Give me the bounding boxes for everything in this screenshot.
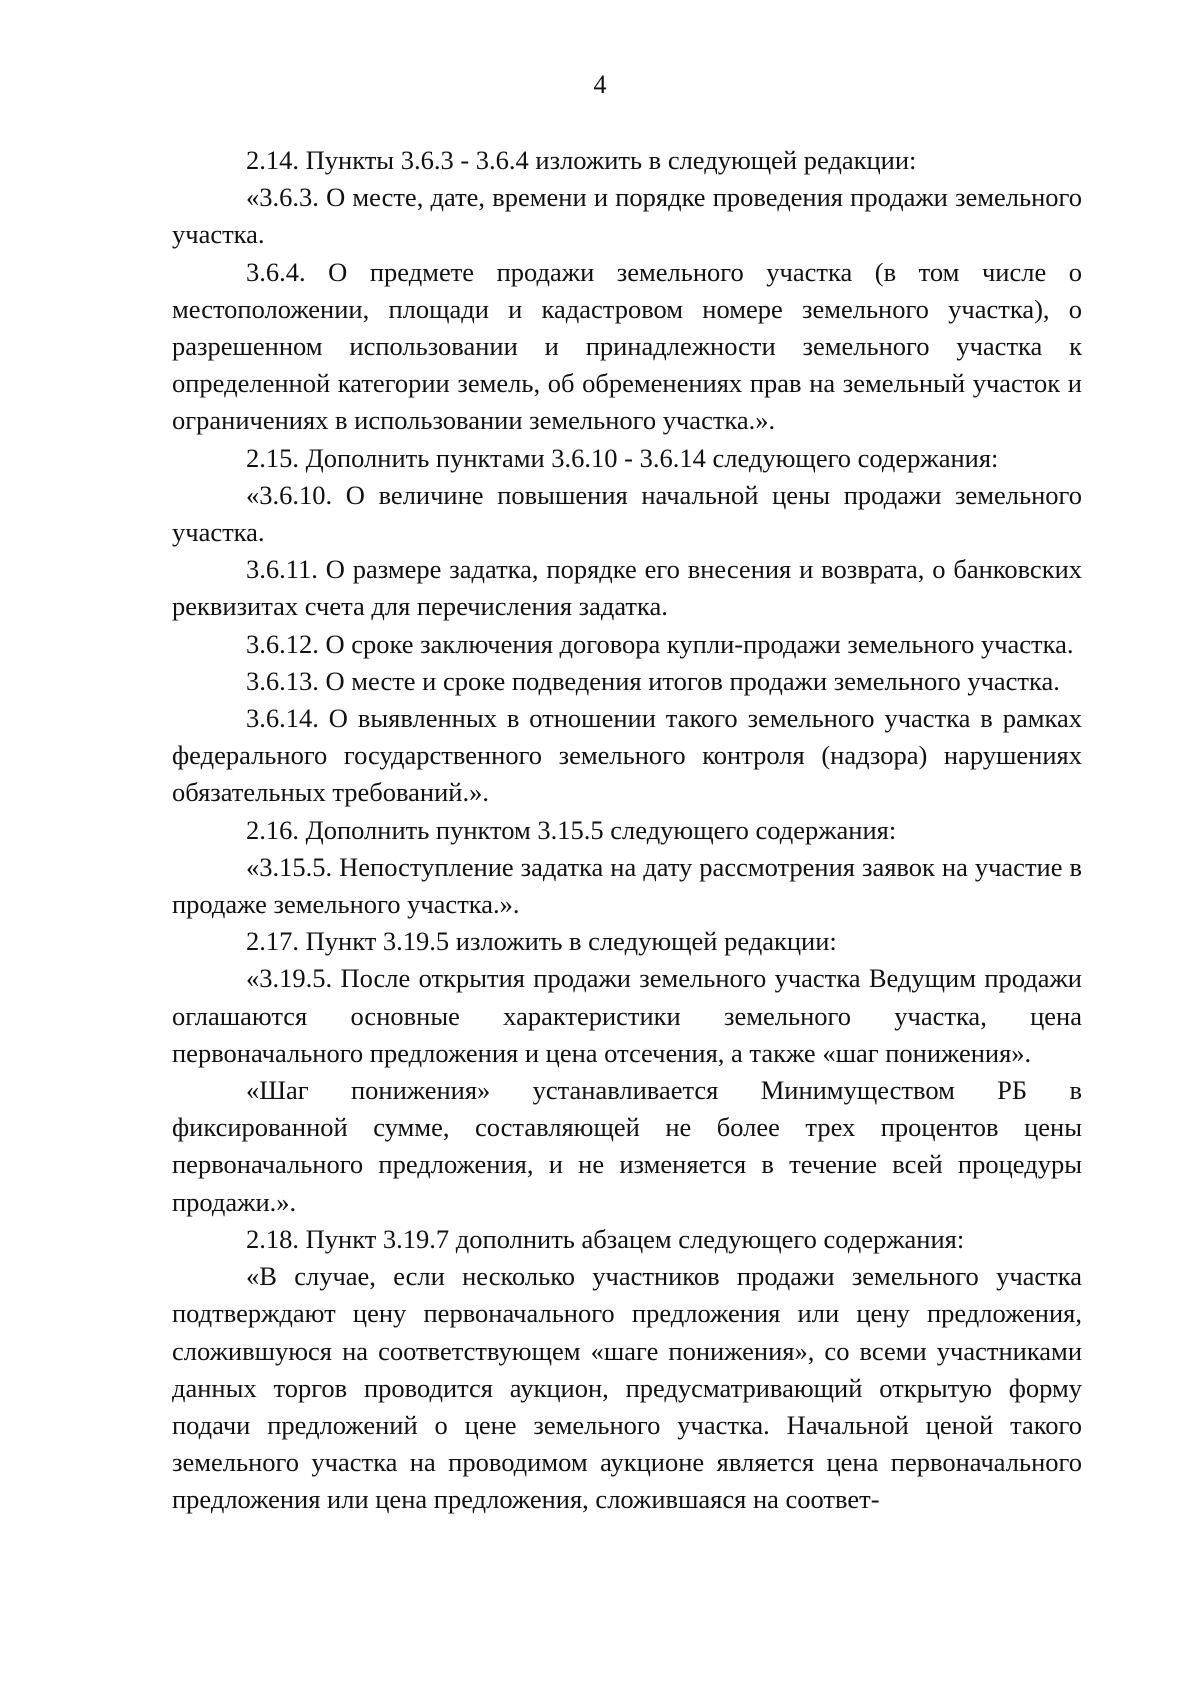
- paragraph: 2.18. Пункт 3.19.7 дополнить абзацем следующего содержания:: [246, 1223, 965, 1254]
- paragraph: «Шаг понижения» устанавливается Минимуществом РБ в фиксированной сумме, составляющей не более трех процентов цены первоначального предложения, и не изменяется в течение всей процедуры продажи.».: [172, 1075, 1082, 1217]
- paragraph: 3.6.4. О предмете продажи земельного участка (в том числе о местоположении, площади и кадастровом номере земельного участка), о разрешенном использовании и принадлежности земельного участка к определенной категории земель, об обременениях прав на земельный участок и ограничениях в использовании земельного участка.».: [172, 256, 1082, 436]
- paragraph: 3.6.12. О сроке заключения договора купли-продажи земельного участка.: [246, 628, 1074, 659]
- document-body: [172, 142, 1082, 1519]
- paragraph: «3.6.10. О величине повышения начальной цены продажи земельного участка.: [172, 479, 1082, 548]
- paragraph: 2.14. Пункты 3.6.3 - 3.6.4 изложить в следующей редакции:: [246, 145, 917, 175]
- paragraph: 3.6.11. О размере задатка, порядке его внесения и возврата, о банковских реквизитах счета для перечисления задатка.: [172, 554, 1082, 622]
- paragraph: 2.17. Пункт 3.19.5 изложить в следующей редакции:: [246, 926, 837, 957]
- paragraph: 3.6.13. О месте и сроке подведения итогов продажи земельного участка.: [246, 665, 1060, 696]
- paragraph: «3.6.3. О месте, дате, времени и порядке проведения продажи земельного участка.: [172, 182, 1082, 250]
- paragraph: 2.16. Дополнить пунктом 3.15.5 следующего содержания:: [246, 814, 897, 845]
- paragraph: «В случае, если несколько участников продажи земельного участка подтверждают цену первоначального предложения или цену предложения, сложившуюся на соответствующем «шаге понижения», со всеми участниками данных торгов проводится аукцион, предусматривающий открытую форму подачи предложений о цене земельного участка. Начальной ценой такого земельного участка на проводимом аукционе является цена первоначального предложения или цена предложения, сложившаяся на соответ-: [172, 1261, 1082, 1515]
- page-number: 4: [593, 70, 607, 99]
- paragraph: 3.6.14. О выявленных в отношении такого земельного участка в рамках федерального государственного земельного контроля (надзора) нарушениях обязательных требований.».: [172, 703, 1082, 808]
- paragraph: «3.15.5. Непоступление задатка на дату рассмотрения заявок на участие в продаже земельного участка.».: [172, 851, 1082, 920]
- paragraph: 2.15. Дополнить пунктами 3.6.10 - 3.6.14 следующего содержания:: [246, 442, 999, 473]
- paragraph: «3.19.5. После открытия продажи земельного участка Ведущим продажи оглашаются основные характеристики земельного участка, цена первоначального предложения и цена отсечения, а также «шаг понижения».: [172, 963, 1082, 1068]
